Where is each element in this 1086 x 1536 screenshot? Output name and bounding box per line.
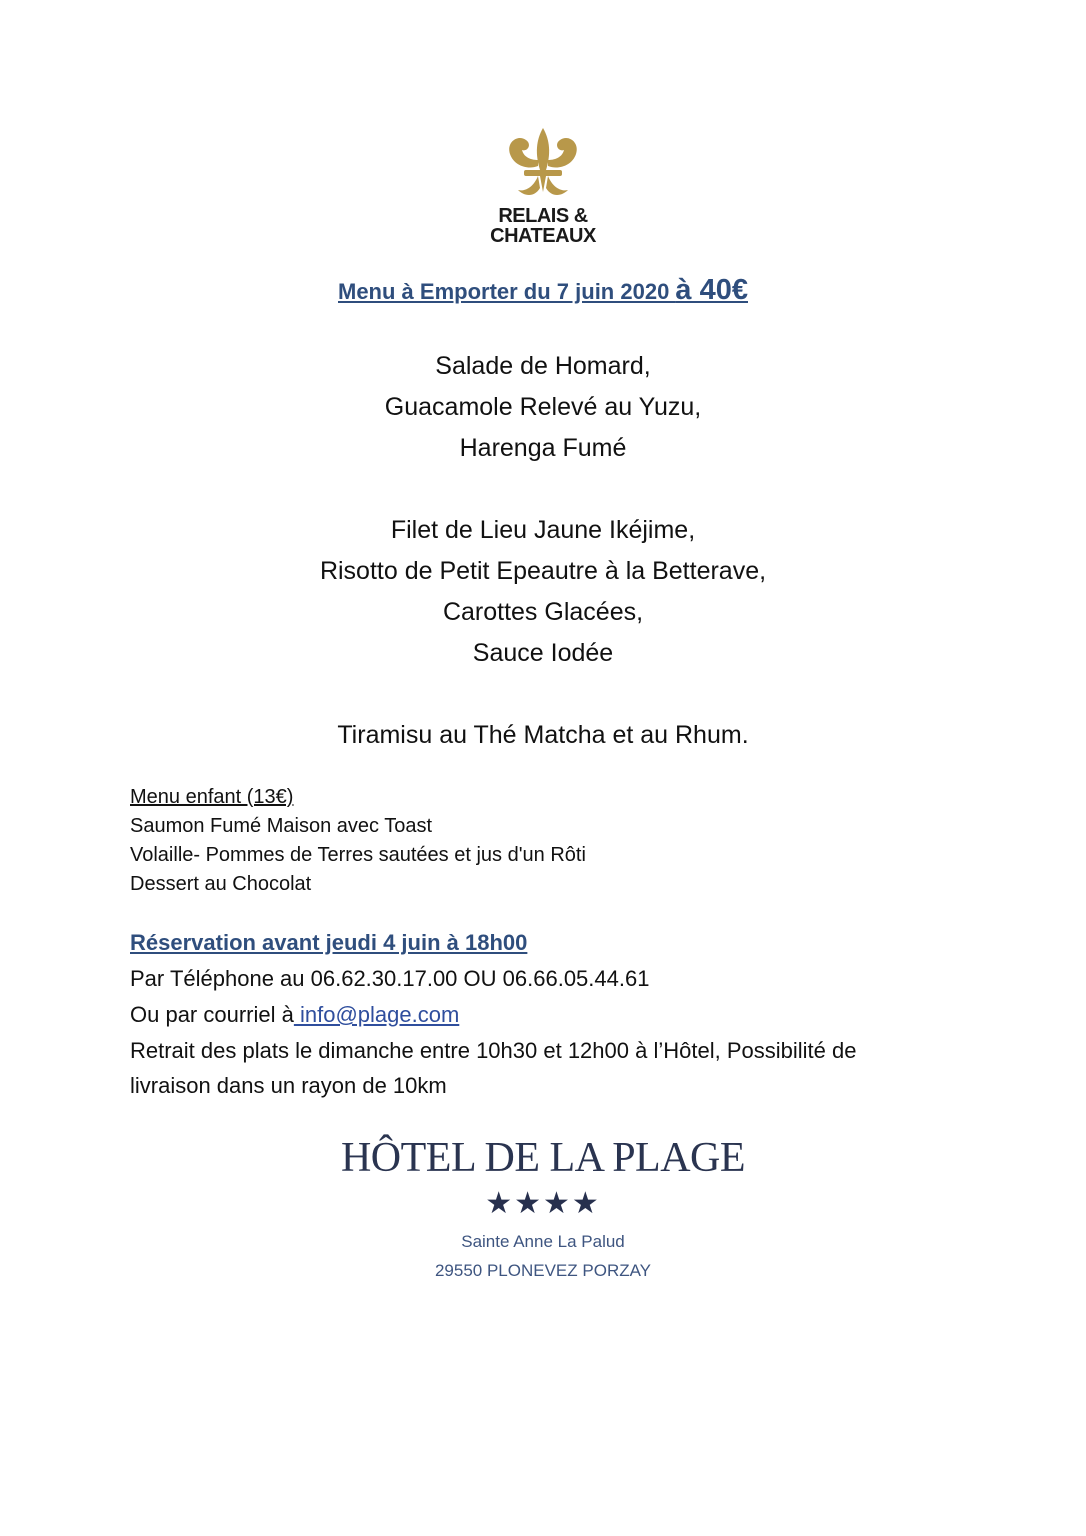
main-course-line: Sauce Iodée <box>472 639 614 667</box>
starter-line: Guacamole Relevé au Yuzu, <box>384 393 702 421</box>
fleur-de-lis-logo-icon <box>500 126 586 202</box>
kids-menu-item: Dessert au Chocolat <box>130 873 312 895</box>
dessert-line: Tiramisu au Thé Matcha et au Rhum. <box>337 721 749 749</box>
email-link[interactable]: info@plage.com <box>293 1002 460 1027</box>
main-course-line: Carottes Glacées, <box>442 598 644 626</box>
main-course-line: Risotto de Petit Epeautre à la Betterave, <box>319 557 767 585</box>
reservation-email-line <box>130 997 459 1033</box>
kids-menu-item: Volaille- Pommes de Terres sautées et jus d'un Rôti <box>130 844 586 866</box>
pickup-info: livraison dans un rayon de 10km <box>130 1073 447 1098</box>
pickup-info: Retrait des plats le dimanche entre 10h30 et 12h00 à l’Hôtel, Possibilité de <box>130 1038 857 1063</box>
menu-title <box>0 274 1086 307</box>
title-text: Menu à Emporter du 7 juin 2020 <box>338 279 676 304</box>
brand-name-line2: CHATEAUX <box>490 225 596 247</box>
hotel-name: HÔTEL DE LA PLAGE <box>340 1135 746 1181</box>
reservation-heading: Réservation avant jeudi 4 juin à 18h00 <box>130 930 528 955</box>
kids-menu-heading: Menu enfant (13€) <box>130 786 294 808</box>
hotel-address-line2: 29550 PLONEVEZ PORZAY <box>434 1261 652 1280</box>
main-course-line: Filet de Lieu Jaune Ikéjime, <box>390 516 696 544</box>
hotel-address-line1: Sainte Anne La Palud <box>461 1232 625 1251</box>
title-price: à 40€ <box>675 274 748 306</box>
reservation-phone: Par Téléphone au 06.62.30.17.00 OU 06.66.05.44.61 <box>130 966 650 991</box>
starter-line: Salade de Homard, <box>435 352 651 380</box>
starter-line: Harenga Fumé <box>459 434 627 462</box>
kids-menu-item: Saumon Fumé Maison avec Toast <box>130 815 433 837</box>
brand-name-line1: RELAIS & <box>498 205 588 227</box>
email-prefix: Ou par courriel à <box>130 1002 294 1027</box>
star-rating-icon: ★★★★ <box>485 1187 601 1220</box>
